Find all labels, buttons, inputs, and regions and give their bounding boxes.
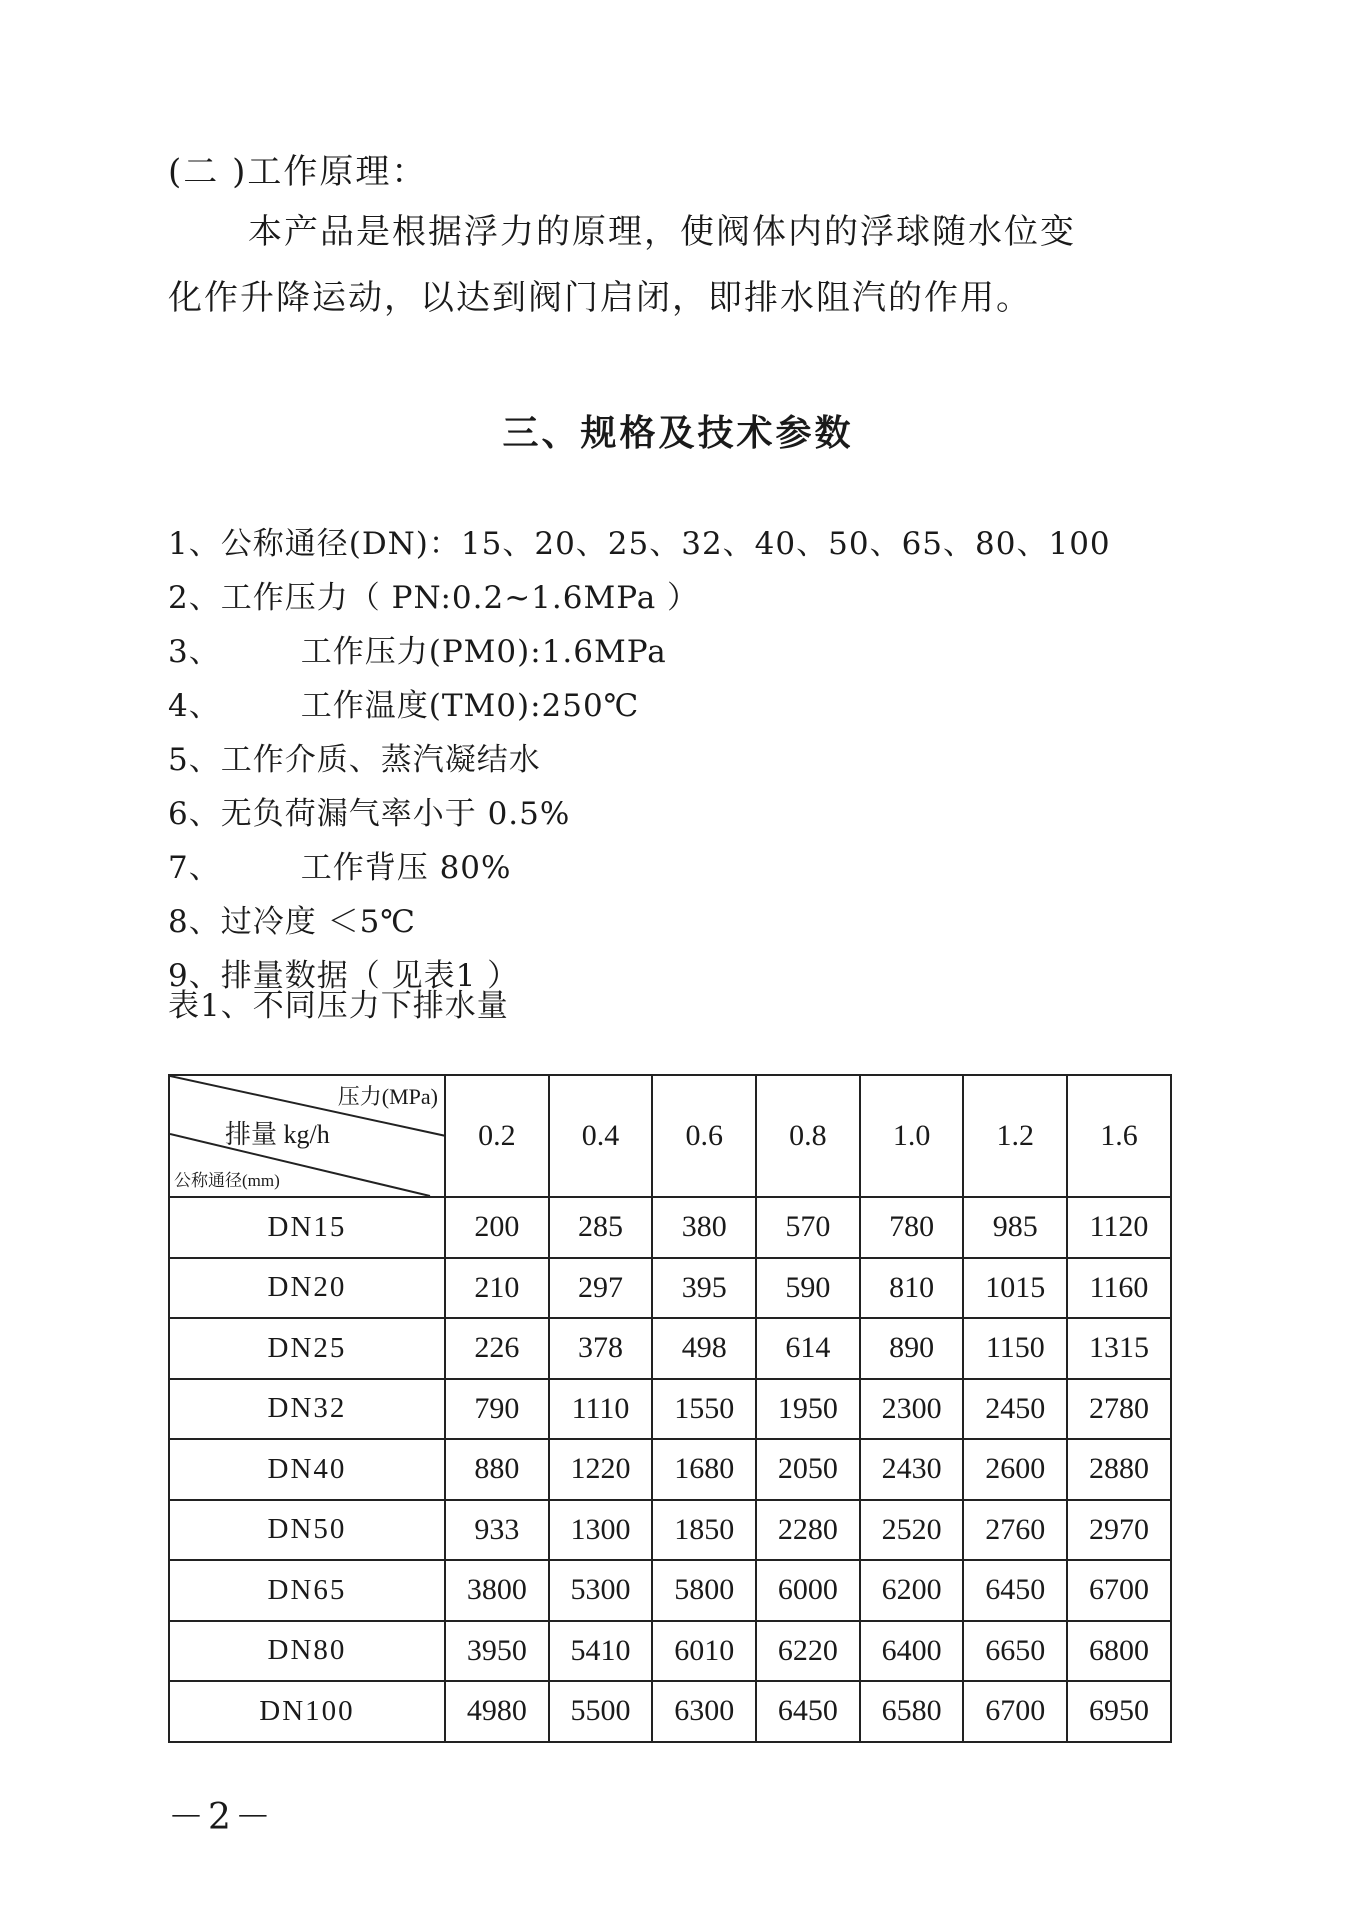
table-row	[169, 1197, 1171, 1258]
discharge-value-cell: 5300	[549, 1560, 653, 1621]
section-two-body-line2: 化作升降运动，以达到阀门启闭，即排水阻汽的作用。	[168, 278, 1032, 318]
spec-item	[168, 686, 639, 726]
discharge-value-cell: 285	[549, 1197, 653, 1258]
page-number: －2－	[168, 1797, 275, 1838]
discharge-value-cell: 790	[445, 1379, 549, 1440]
discharge-value-cell: 1315	[1067, 1318, 1171, 1379]
spec-item-number: 8、	[168, 904, 221, 940]
discharge-value-cell: 6200	[860, 1560, 964, 1621]
discharge-table	[168, 1074, 1172, 1743]
discharge-value-cell: 590	[756, 1258, 860, 1319]
discharge-value-cell: 1550	[652, 1379, 756, 1440]
discharge-value-cell: 2760	[963, 1500, 1067, 1561]
discharge-value-cell: 1120	[1067, 1197, 1171, 1258]
discharge-value-cell: 3950	[445, 1621, 549, 1682]
spec-item-number: 6、	[168, 796, 221, 832]
discharge-value-cell: 6220	[756, 1621, 860, 1682]
discharge-value-cell: 6400	[860, 1621, 964, 1682]
discharge-value-cell: 5410	[549, 1621, 653, 1682]
spec-item-text: 工作背压 80%	[300, 850, 512, 886]
spec-item-text: 过冷度 ＜5℃	[220, 904, 416, 940]
discharge-value-cell: 6650	[963, 1621, 1067, 1682]
nominal-diameter-cell: DN32	[169, 1379, 445, 1440]
nominal-diameter-cell: DN25	[169, 1318, 445, 1379]
table-row	[169, 1681, 1171, 1742]
pressure-axis-label: 压力(MPa)	[337, 1084, 438, 1109]
table-row	[169, 1621, 1171, 1682]
table-row	[169, 1379, 1171, 1440]
pressure-header-cell: 0.8	[756, 1075, 860, 1197]
nominal-diameter-cell: DN100	[169, 1681, 445, 1742]
discharge-value-cell: 380	[652, 1197, 756, 1258]
pressure-header-cell: 1.0	[860, 1075, 964, 1197]
discharge-value-cell: 1110	[549, 1379, 653, 1440]
flow-axis-label: 排量 kg/h	[225, 1120, 330, 1149]
discharge-value-cell: 985	[963, 1197, 1067, 1258]
discharge-value-cell: 890	[860, 1318, 964, 1379]
table-caption: 表1、不同压力下排水量	[168, 988, 509, 1024]
pressure-header-cell: 1.2	[963, 1075, 1067, 1197]
spec-item-number: 1、	[168, 526, 221, 562]
discharge-value-cell: 3800	[445, 1560, 549, 1621]
discharge-value-cell: 6000	[756, 1560, 860, 1621]
discharge-value-cell: 2050	[756, 1439, 860, 1500]
discharge-value-cell: 2450	[963, 1379, 1067, 1440]
spec-item	[168, 848, 512, 888]
discharge-value-cell: 4980	[445, 1681, 549, 1742]
discharge-value-cell: 6450	[756, 1681, 860, 1742]
pressure-header-cell: 0.2	[445, 1075, 549, 1197]
discharge-value-cell: 810	[860, 1258, 964, 1319]
discharge-value-cell: 2600	[963, 1439, 1067, 1500]
spec-item-text: 工作温度(TM0):250℃	[300, 688, 640, 724]
discharge-value-cell: 780	[860, 1197, 964, 1258]
table-header-row	[169, 1075, 1171, 1197]
discharge-value-cell: 6450	[963, 1560, 1067, 1621]
spec-item-number: 9、	[168, 958, 221, 994]
discharge-value-cell: 6800	[1067, 1621, 1171, 1682]
discharge-value-cell: 1950	[756, 1379, 860, 1440]
discharge-value-cell: 2520	[860, 1500, 964, 1561]
discharge-value-cell: 6300	[652, 1681, 756, 1742]
nominal-diameter-cell: DN40	[169, 1439, 445, 1500]
spec-item-number: 5、	[168, 742, 221, 778]
discharge-value-cell: 1160	[1067, 1258, 1171, 1319]
spec-item-text: 公称通径(DN)：15、20、25、32、40、50、65、80、100	[220, 526, 1111, 562]
discharge-value-cell: 6010	[652, 1621, 756, 1682]
discharge-value-cell: 2280	[756, 1500, 860, 1561]
discharge-value-cell: 5500	[549, 1681, 653, 1742]
discharge-value-cell: 6700	[963, 1681, 1067, 1742]
nominal-diameter-cell: DN15	[169, 1197, 445, 1258]
spec-item-number: 4、	[168, 688, 221, 724]
diameter-axis-label: 公称通径(mm)	[174, 1171, 280, 1190]
table-row	[169, 1439, 1171, 1500]
discharge-value-cell: 6700	[1067, 1560, 1171, 1621]
table-row	[169, 1318, 1171, 1379]
discharge-value-cell: 880	[445, 1439, 549, 1500]
discharge-value-cell: 570	[756, 1197, 860, 1258]
discharge-value-cell: 200	[445, 1197, 549, 1258]
table-row	[169, 1560, 1171, 1621]
nominal-diameter-cell: DN65	[169, 1560, 445, 1621]
spec-item	[168, 902, 416, 942]
spec-item-text: 排量数据（ 见表1 ）	[220, 958, 520, 994]
discharge-value-cell: 378	[549, 1318, 653, 1379]
pressure-header-cell: 0.4	[549, 1075, 653, 1197]
discharge-value-cell: 1150	[963, 1318, 1067, 1379]
discharge-value-cell: 210	[445, 1258, 549, 1319]
nominal-diameter-cell: DN80	[169, 1621, 445, 1682]
spec-item-text: 无负荷漏气率小于 0.5%	[220, 796, 571, 832]
section-three-heading: 三、规格及技术参数	[502, 413, 854, 454]
discharge-value-cell: 2880	[1067, 1439, 1171, 1500]
spec-item-text: 工作介质、蒸汽凝结水	[220, 742, 541, 778]
discharge-value-cell: 1015	[963, 1258, 1067, 1319]
discharge-value-cell: 395	[652, 1258, 756, 1319]
spec-item-number: 2、	[168, 580, 221, 616]
section-two-body-line1: 本产品是根据浮力的原理，使阀体内的浮球随水位变	[248, 212, 1076, 252]
section-two-title: (二 )工作原理：	[168, 152, 428, 192]
discharge-value-cell: 1300	[549, 1500, 653, 1561]
discharge-value-cell: 2970	[1067, 1500, 1171, 1561]
pressure-header-cell: 0.6	[652, 1075, 756, 1197]
spec-item-number: 7、	[168, 850, 221, 886]
spec-item	[168, 632, 667, 672]
spec-item	[168, 740, 541, 780]
discharge-value-cell: 6950	[1067, 1681, 1171, 1742]
spec-item-text: 工作压力（ PN:0.2~1.6MPa ）	[220, 580, 700, 616]
discharge-value-cell: 933	[445, 1500, 549, 1561]
spec-item	[168, 524, 1111, 564]
table-corner-cell	[169, 1075, 445, 1197]
discharge-value-cell: 2430	[860, 1439, 964, 1500]
discharge-value-cell: 2300	[860, 1379, 964, 1440]
discharge-value-cell: 2780	[1067, 1379, 1171, 1440]
discharge-value-cell: 1680	[652, 1439, 756, 1500]
spec-item-number: 3、	[168, 634, 221, 670]
discharge-value-cell: 614	[756, 1318, 860, 1379]
spec-item	[168, 578, 699, 618]
nominal-diameter-cell: DN50	[169, 1500, 445, 1561]
discharge-value-cell: 6580	[860, 1681, 964, 1742]
discharge-value-cell: 5800	[652, 1560, 756, 1621]
discharge-value-cell: 498	[652, 1318, 756, 1379]
table-row	[169, 1500, 1171, 1561]
spec-item	[168, 794, 570, 834]
spec-item-text: 工作压力(PM0):1.6MPa	[300, 634, 667, 670]
discharge-value-cell: 1850	[652, 1500, 756, 1561]
discharge-value-cell: 297	[549, 1258, 653, 1319]
nominal-diameter-cell: DN20	[169, 1258, 445, 1319]
discharge-value-cell: 226	[445, 1318, 549, 1379]
discharge-value-cell: 1220	[549, 1439, 653, 1500]
pressure-header-cell: 1.6	[1067, 1075, 1171, 1197]
table-row	[169, 1258, 1171, 1319]
